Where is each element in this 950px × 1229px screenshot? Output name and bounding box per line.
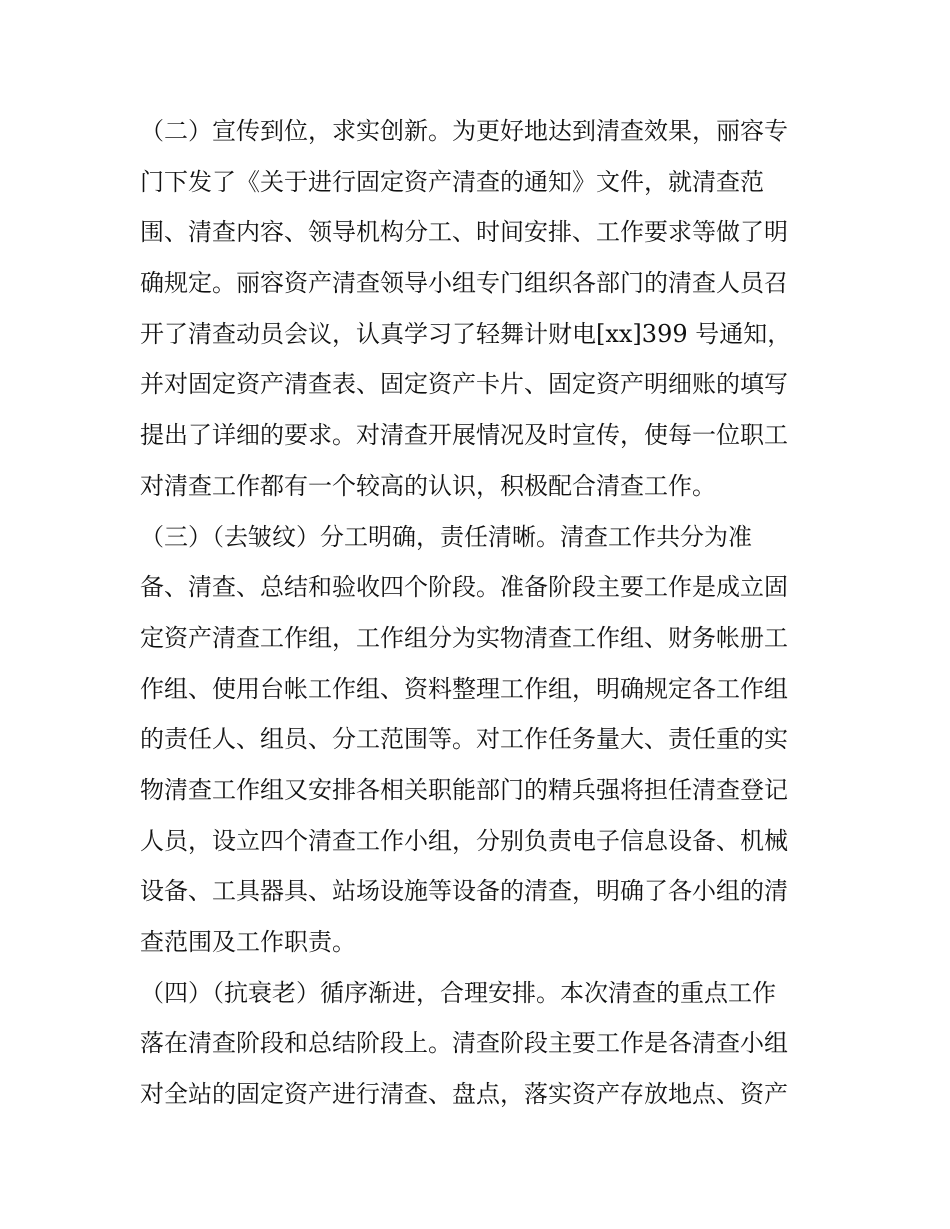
text-line: 围、清查内容、领导机构分工、时间安排、工作要求等做了明 xyxy=(140,218,788,247)
text-line: 人员，设立四个清查工作小组，分别负责电子信息设备、机械 xyxy=(140,826,788,855)
text-line: 作组、使用台帐工作组、资料整理工作组，明确规定各工作组 xyxy=(140,674,788,703)
text-line: 查范围及工作职责。 xyxy=(140,928,356,956)
text-line: 确规定。丽容资产清查领导小组专门组织各部门的清查人员召 xyxy=(140,269,788,298)
text-line: （四）（抗衰老）循序渐进，合理安排。本次清查的重点工作 xyxy=(140,978,776,1007)
text-line: （三）（去皱纹）分工明确，责任清晰。清查工作共分为准 xyxy=(140,522,752,551)
text-line: 备、清查、总结和验收四个阶段。准备阶段主要工作是成立固 xyxy=(140,573,788,602)
text-line: 对清查工作都有一个较高的认识，积极配合清查工作。 xyxy=(140,471,716,500)
text-line: 开了清查动员会议，认真学习了轻舞计财电[xx]399 号通知， xyxy=(140,319,792,348)
text-line: 门下发了《关于进行固定资产清查的通知》文件，就清查范 xyxy=(140,167,764,196)
text-line: （二）宣传到位，求实创新。为更好地达到清查效果，丽容专 xyxy=(140,117,788,145)
text-line: 提出了详细的要求。对清查开展情况及时宣传，使每一位职工 xyxy=(140,421,788,450)
document-body xyxy=(140,106,820,1120)
text-line: 的责任人、组员、分工范围等。对工作任务量大、责任重的实 xyxy=(140,725,788,754)
text-line: 设备、工具器具、站场设施等设备的清查，明确了各小组的清 xyxy=(140,877,788,906)
text-line: 定资产清查工作组，工作组分为实物清查工作组、财务帐册工 xyxy=(140,623,788,652)
text-line: 物清查工作组又安排各相关职能部门的精兵强将担任清查登记 xyxy=(140,775,788,804)
text-line: 并对固定资产清查表、固定资产卡片、固定资产明细账的填写 xyxy=(140,370,788,399)
text-line: 落在清查阶段和总结阶段上。清查阶段主要工作是各清查小组 xyxy=(140,1029,788,1058)
text-line: 对全站的固定资产进行清查、盘点，落实资产存放地点、资产 xyxy=(140,1080,788,1109)
